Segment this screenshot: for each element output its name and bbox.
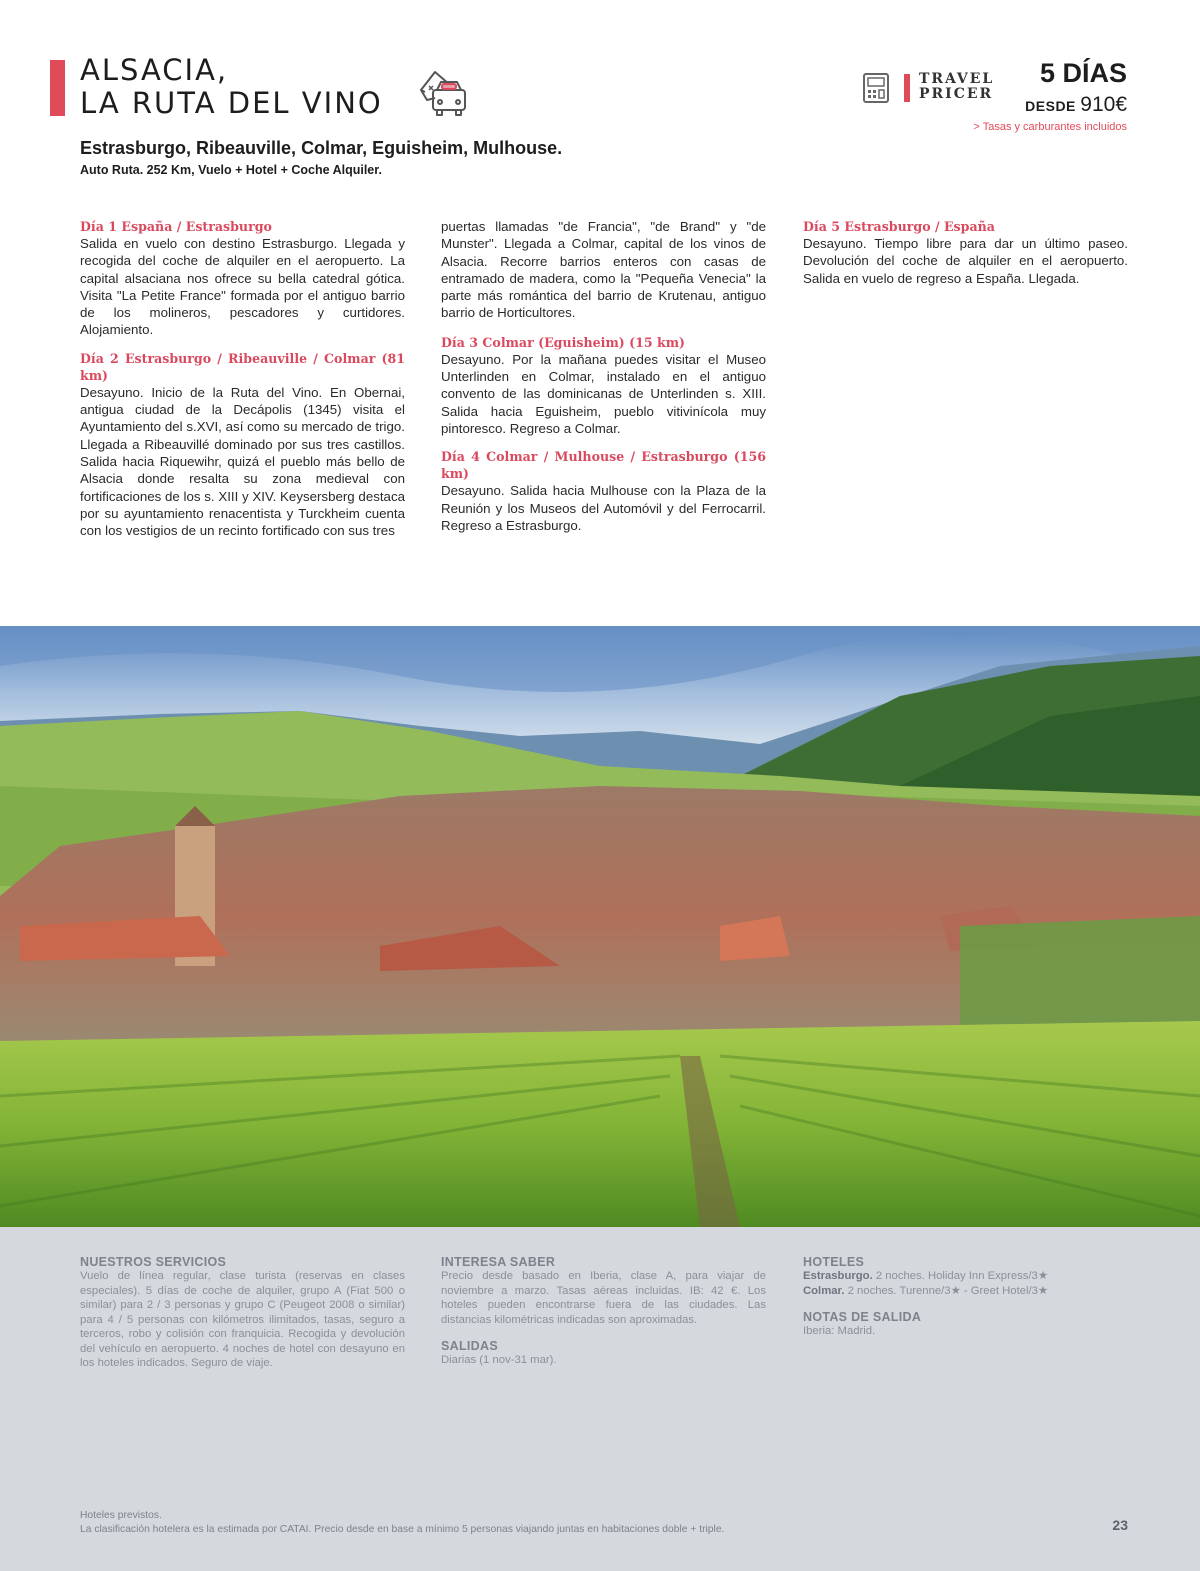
- itinerary-day-1: [80, 218, 405, 339]
- hotel-city: Estrasburgo.: [803, 1270, 873, 1282]
- pricer-label-1: TRAVEL: [919, 71, 995, 87]
- info-column-1: [80, 1255, 405, 1383]
- notas-text: Iberia: Madrid.: [803, 1325, 876, 1337]
- salidas-heading: SALIDAS: [441, 1339, 498, 1353]
- day-text: Desayuno. Tiempo libre para dar un último paseo. Devolución del coche de alquiler en el aeropuerto. Salida en vuelo de regreso a España. Llegada.: [803, 236, 1128, 286]
- calculator-icon[interactable]: [863, 73, 889, 103]
- price-amount: 910€: [1080, 93, 1127, 116]
- route-cities: Estrasburgo, Ribeauville, Colmar, Eguisheim, Mulhouse.: [80, 138, 563, 158]
- itinerary-column-3: [803, 218, 1128, 298]
- hotel-detail: 2 noches. Turenne/3★ - Greet Hotel/3★: [844, 1284, 1049, 1297]
- day-title: Día 2 Estrasburgo / Ribeauville / Colmar (81 km): [80, 350, 405, 383]
- route-summary: Auto Ruta. 252 Km, Vuelo + Hotel + Coche Alquiler.: [80, 163, 382, 177]
- services-text: Vuelo de línea regular, clase turista (reservas en clases especiales). 5 días de coche de alquiler, grupo A (Fiat 500 o similar) para 2 / 3 personas y grupo C (Peugeot 2008 o similar) para 4 / 5 personas con kilómetros ilimitados, tasas, seguro a terceros, robo y colisión con franquicia. Recogida y devolución del vehículo en aeropuerto. 4 noches de hotel con desayuno en los hoteles indicados. Seguro de viaje.: [80, 1270, 405, 1369]
- hotels-block: [803, 1255, 1128, 1298]
- day-title: Día 5 Estrasburgo / España: [803, 219, 995, 234]
- fine-print-line-2: La clasificación hotelera es la estimada por CATAI. Precio desde en base a mínimo 5 personas viajando juntas en habitaciones doble + triple.: [80, 1524, 725, 1535]
- salidas-text: Diarias (1 nov-31 mar).: [441, 1354, 557, 1366]
- hotels-heading: HOTELES: [803, 1255, 865, 1269]
- itinerary-day-5: [803, 218, 1128, 287]
- hotel-line-estrasburgo: [803, 1269, 1128, 1284]
- info-column-3: [803, 1255, 1128, 1351]
- notas-block: [803, 1310, 1128, 1339]
- landscape-illustration: [0, 626, 1200, 1227]
- page-number: 23: [1112, 1517, 1128, 1533]
- hotel-city: Colmar.: [803, 1284, 845, 1297]
- pricer-accent-bar: [904, 74, 910, 102]
- day-text: Salida en vuelo con destino Estrasburgo. Llegada y recogida del coche de alquiler en el aeropuerto. La capital alsaciana nos ofrece su bella catedral gótica. Visita "La Petite France" formada por el antiguo barrio de los molineros, pescadores y curtidores. Alojamiento.: [80, 236, 405, 338]
- day-text: Desayuno. Por la mañana puedes visitar el Museo Unterlinden en Colmar, instalado en el antiguo convento de las dominicanas de Unterlinden s. XIII. Salida hacia Eguisheim, pueblo vitivinícola muy pintoresco. Regreso a Colmar.: [441, 351, 766, 436]
- title-line-2: LA RUTA DEL VINO: [80, 86, 383, 120]
- fine-print-line-1: Hoteles previstos.: [80, 1510, 162, 1521]
- trip-duration: 5 DÍAS: [1039, 58, 1127, 88]
- services-heading: NUESTROS SERVICIOS: [80, 1255, 227, 1269]
- hotel-detail: 2 noches. Holiday Inn Express/3★: [872, 1270, 1048, 1282]
- day-text: puertas llamadas "de Francia", "de Brand" y "de Munster". Llegada a Colmar, capital de los vinos de Alsacia. Recorre barrios enteros con casas de entramado de madera, como la "Pequeña Venecia" la parte más romántica del barrio de Krutenau, antiguo barrio de Horticultores.: [441, 219, 766, 321]
- itinerary-day-4: [441, 448, 766, 534]
- info-column-2: [441, 1255, 766, 1380]
- interesa-text: Precio desde basado en Iberia, clase A, para viajar de noviembre a marzo. Tasas aéreas incluidas. IB: 42 €. Los hoteles pueden encontrarse fuera de las ciudades. Las distancias kilométricas indicadas son aproximadas.: [441, 1270, 766, 1326]
- day-title: Día 1 España / Estrasburgo: [80, 219, 272, 234]
- notas-heading: NOTAS DE SALIDA: [803, 1310, 922, 1324]
- page-title: [80, 54, 383, 120]
- itinerary-column-1: [80, 218, 405, 550]
- interesa-heading: INTERESA SABER: [441, 1255, 556, 1269]
- itinerary-day-2-continued: [441, 218, 766, 322]
- day-text: Desayuno. Salida hacia Mulhouse con la Plaza de la Reunión y los Museos del Automóvil y del Ferrocarril. Regreso a Estrasburgo.: [441, 483, 766, 533]
- itinerary-day-3: [441, 334, 766, 437]
- price-desde-label: DESDE: [1025, 98, 1081, 114]
- services-block: [80, 1255, 405, 1371]
- fine-print: [80, 1509, 724, 1537]
- day-title: Día 3 Colmar (Eguisheim) (15 km): [441, 334, 686, 350]
- itinerary-column-2: [441, 218, 766, 545]
- travel-pricer-link[interactable]: [919, 72, 994, 102]
- title-line-1: ALSACIA,: [80, 53, 229, 87]
- day-text: Desayuno. Inicio de la Ruta del Vino. En Obernai, antigua ciudad de la Decápolis (1345) visita el Ayuntamiento del s.XVI, así como su mercado de trigo. Llegada a Ribeauvillé dominado por sus tres castillos. Salida hacia Riquewihr, quizá el pueblo más bello de Alsacia donde resalta su zona medieval con fortificaciones de los s. XIII y XIV. Keysersberg destaca por su ayuntamiento renacentista y Turckheim cuenta con los vestigios de un recinto fortificado con sus tres: [80, 384, 405, 539]
- pricer-label-2: PRICER: [919, 86, 994, 102]
- taxes-note: > Tasas y carburantes incluidos: [973, 121, 1127, 133]
- interesa-block: [441, 1255, 766, 1327]
- day-title: Día 4 Colmar / Mulhouse / Estrasburgo (156 km): [441, 449, 766, 482]
- itinerary-day-2: [80, 350, 405, 540]
- price-from: [1025, 93, 1127, 117]
- salidas-block: [441, 1339, 766, 1368]
- title-accent-bar: [50, 60, 65, 116]
- hotel-line-colmar: [803, 1284, 1128, 1299]
- vineyard-village-photo: [0, 626, 1200, 1227]
- car-rental-icon: [413, 64, 469, 120]
